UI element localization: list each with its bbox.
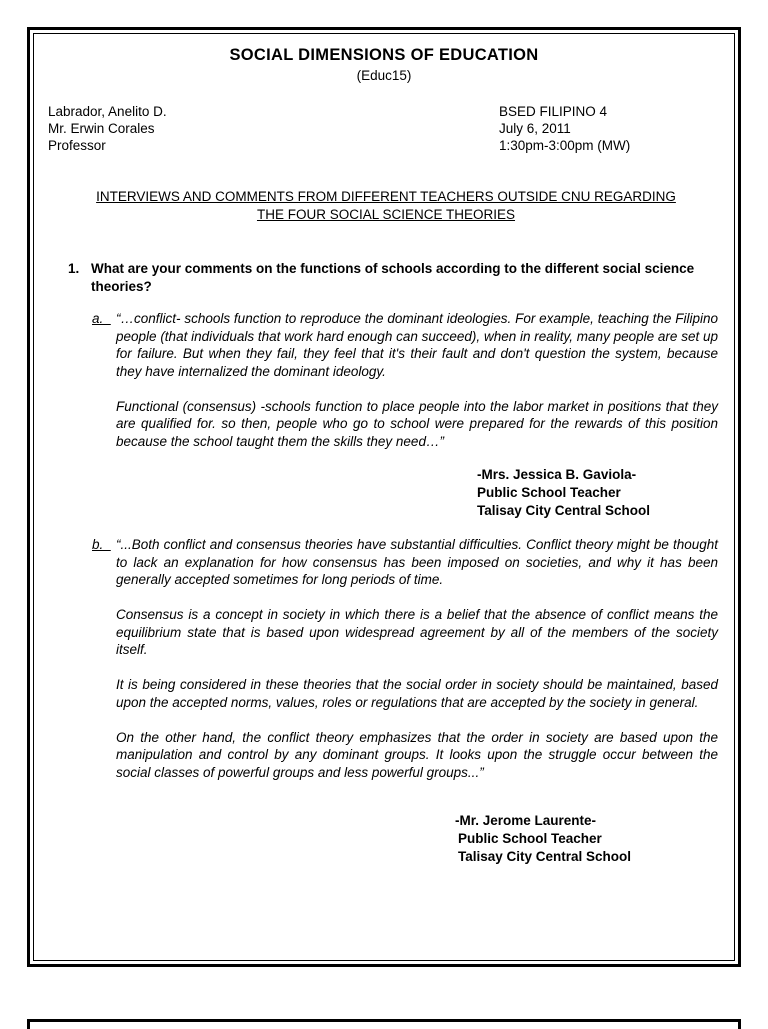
section-heading: [52, 188, 720, 224]
signature-position: Public School Teacher: [458, 831, 602, 846]
class-schedule: 1:30pm-3:00pm (MW): [499, 138, 631, 153]
signature-b: [455, 812, 631, 866]
section-heading-line1: INTERVIEWS AND COMMENTS FROM DIFFERENT TEACHERS OUTSIDE CNU REGARDING: [96, 189, 676, 204]
section-heading-line2: THE FOUR SOCIAL SCIENCE THEORIES: [256, 207, 516, 222]
signature-a: [477, 466, 650, 520]
student-name: Labrador, Anelito D.: [48, 104, 167, 119]
signature-school: Talisay City Central School: [458, 849, 632, 864]
question-text: What are your comments on the functions of schools according to the different social science theories?: [91, 261, 695, 294]
answer-b: [92, 536, 718, 799]
document-subtitle: (Educ15): [356, 68, 412, 83]
answer-letter: a.: [92, 311, 111, 326]
signature-name: -Mrs. Jessica B. Gaviola-: [477, 467, 637, 482]
professor-name: Mr. Erwin Corales: [48, 121, 155, 136]
answer-paragraph: “…conflict- schools function to reproduce the dominant ideologies. For example, teaching the Filipino people (that individuals that work hard enough can succeed), when in reality, many people are set up for failure. But when they fail, they feel that it's their fault and don't question the system, because they have internalized the dominant ideology.: [116, 311, 718, 379]
answer-paragraph: It is being considered in these theories that the social order in society should be maintained, based upon the accepted norms, values, roles or regulations that are accepted by the society in general.: [116, 677, 718, 710]
answer-letter: b.: [92, 537, 111, 552]
question-1: [68, 260, 722, 296]
answer-paragraph: Consensus is a concept in society in which there is a belief that the absence of conflict means the equilibrium state that is based upon widespread agreement by all of the members of the society itself.: [116, 607, 718, 657]
professor-label: Professor: [48, 138, 106, 153]
header-right-block: [499, 103, 630, 154]
question-number: 1.: [68, 261, 80, 276]
next-page-border: [27, 1019, 741, 1029]
signature-name: -Mr. Jerome Laurente-: [455, 813, 597, 828]
document-date: July 6, 2011: [499, 121, 571, 136]
document-title: SOCIAL DIMENSIONS OF EDUCATION: [229, 46, 539, 64]
answer-a: [92, 310, 718, 468]
answer-paragraph: On the other hand, the conflict theory emphasizes that the order in society are based upon the manipulation and control by any dominant groups. It looks upon the struggle occur between the social classes of powerful groups and less powerful groups...”: [116, 729, 718, 780]
course-section: BSED FILIPINO 4: [499, 104, 608, 119]
header-left-block: [48, 103, 167, 154]
signature-school: Talisay City Central School: [477, 503, 651, 518]
answer-paragraph: “...Both conflict and consensus theories have substantial difficulties. Conflict theory might be thought to lack an explanation for how consensus has been imposed on societies, and why it has been generally accepted sometimes for long periods of time.: [116, 537, 718, 587]
answer-paragraph: Functional (consensus) -schools function to place people into the labor market in positions that they are qualified for. so then, people who go to school were prepared for the rewards of this position because the school taught them the skills they need…”: [116, 398, 718, 449]
signature-position: Public School Teacher: [477, 485, 621, 500]
